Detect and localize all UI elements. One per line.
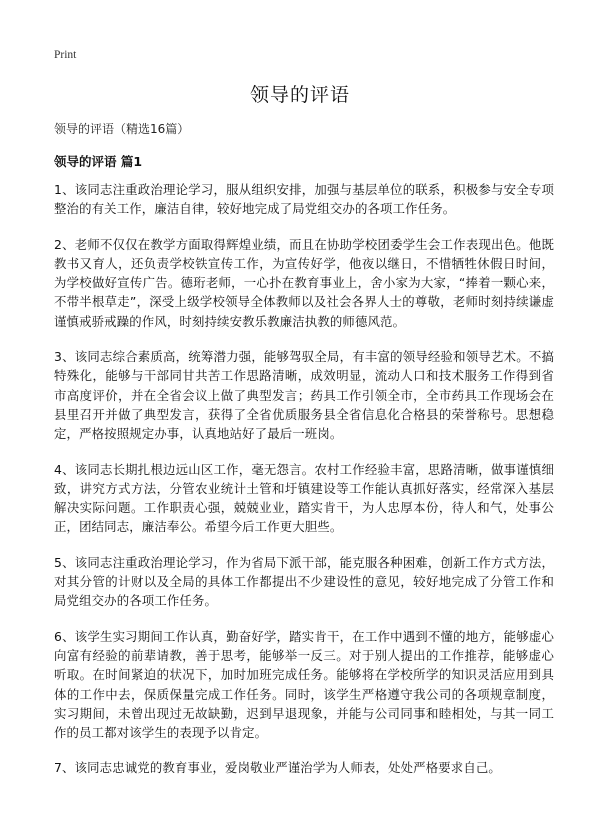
print-link[interactable]: Print — [54, 49, 77, 61]
section-heading: 领导的评语 篇1 — [54, 154, 143, 169]
paragraph: 7、该同志忠诚党的教育事业，爱岗敬业严谨治学为人师表，处处严格要求自己。 — [54, 760, 501, 776]
page-title: 领导的评语 — [249, 84, 350, 106]
paragraph: 4、该同志长期扎根边远山区工作，毫无怨言。农村工作经验丰富，思路清晰，做事谨慎细致，讲究方式方法，分管农业统计土管和圩镇建设等工作能认真抓好落实，经常深入基层解决实际问题。工作职责心强，兢兢业业，踏实肯干，为人忠厚本份，待人和气，处事公正，团结同志，廉洁奉公。希望今后工作更大胆些。 — [54, 461, 554, 535]
paragraph: 1、该同志注重政治理论学习，服从组织安排，加强与基层单位的联系，积极参与安全专项整治的有关工作，廉洁自律，较好地完成了局党组交办的各项工作任务。 — [54, 182, 554, 217]
paragraph: 6、该学生实习期间工作认真，勤奋好学，踏实肯干，在工作中遇到不懂的地方，能够虚心向富有经验的前辈请教，善于思考，能够举一反三。对于别人提出的工作推荐，能够虚心听取。在时间紧迫的状况下，加时加班完成任务。能够将在学校所学的知识灵活应用到具体的工作中去，保质保量完成工作任务。同时，该学生严格遵守我公司的各项规章制度，实习期间，未曾出现过无故缺勤，迟到早退现象，并能与公司同事和睦相处，与其一同工作的员工都对该学生的表现予以肯定。 — [54, 628, 554, 741]
body-text — [54, 180, 554, 794]
paragraph: 3、该同志综合素质高，统筹潜力强，能够驾驭全局，有丰富的领导经验和领导艺术。不搞特殊化，能够与干部同甘共苦工作思路清晰，成效明显，流动人口和技术服务工作得到省市高度评价，并在全省会议上做了典型发言；药具工作引领全市，全市药具工作现场会在县里召开并做了典型发言，获得了全省优质服务县全省信息化合格县的荣誉称号。思想稳定，严格按照规定办事，认真地站好了最后一班岗。 — [54, 349, 554, 442]
document-subtitle: 领导的评语（精选16篇） — [54, 122, 190, 136]
paragraph: 5、该同志注重政治理论学习，作为省局下派干部，能克服各种困难，创新工作方式方法，对其分管的计财以及全局的具体工作都提出不少建设性的意见，较好地完成了分管工作和局党组交办的各项工作任务。 — [54, 554, 554, 609]
paragraph: 2、老师不仅仅在教学方面取得辉煌业绩，而且在协助学校团委学生会工作表现出色。他既教书又育人，还负责学校铁宣传工作，为宣传好学，他夜以继日，不惜牺牲休假日时间，为学校做好宣传广告。德珩老师，一心扑在教育事业上，舍小家为大家，“捧着一颗心来，不带半根草走”，深受上级学校领导全体教师以及社会各界人士的尊敬，老师时刻持续谦虚谨慎戒骄戒躁的作风，时刻持续安教乐教廉洁执教的师德风范。 — [54, 236, 554, 329]
